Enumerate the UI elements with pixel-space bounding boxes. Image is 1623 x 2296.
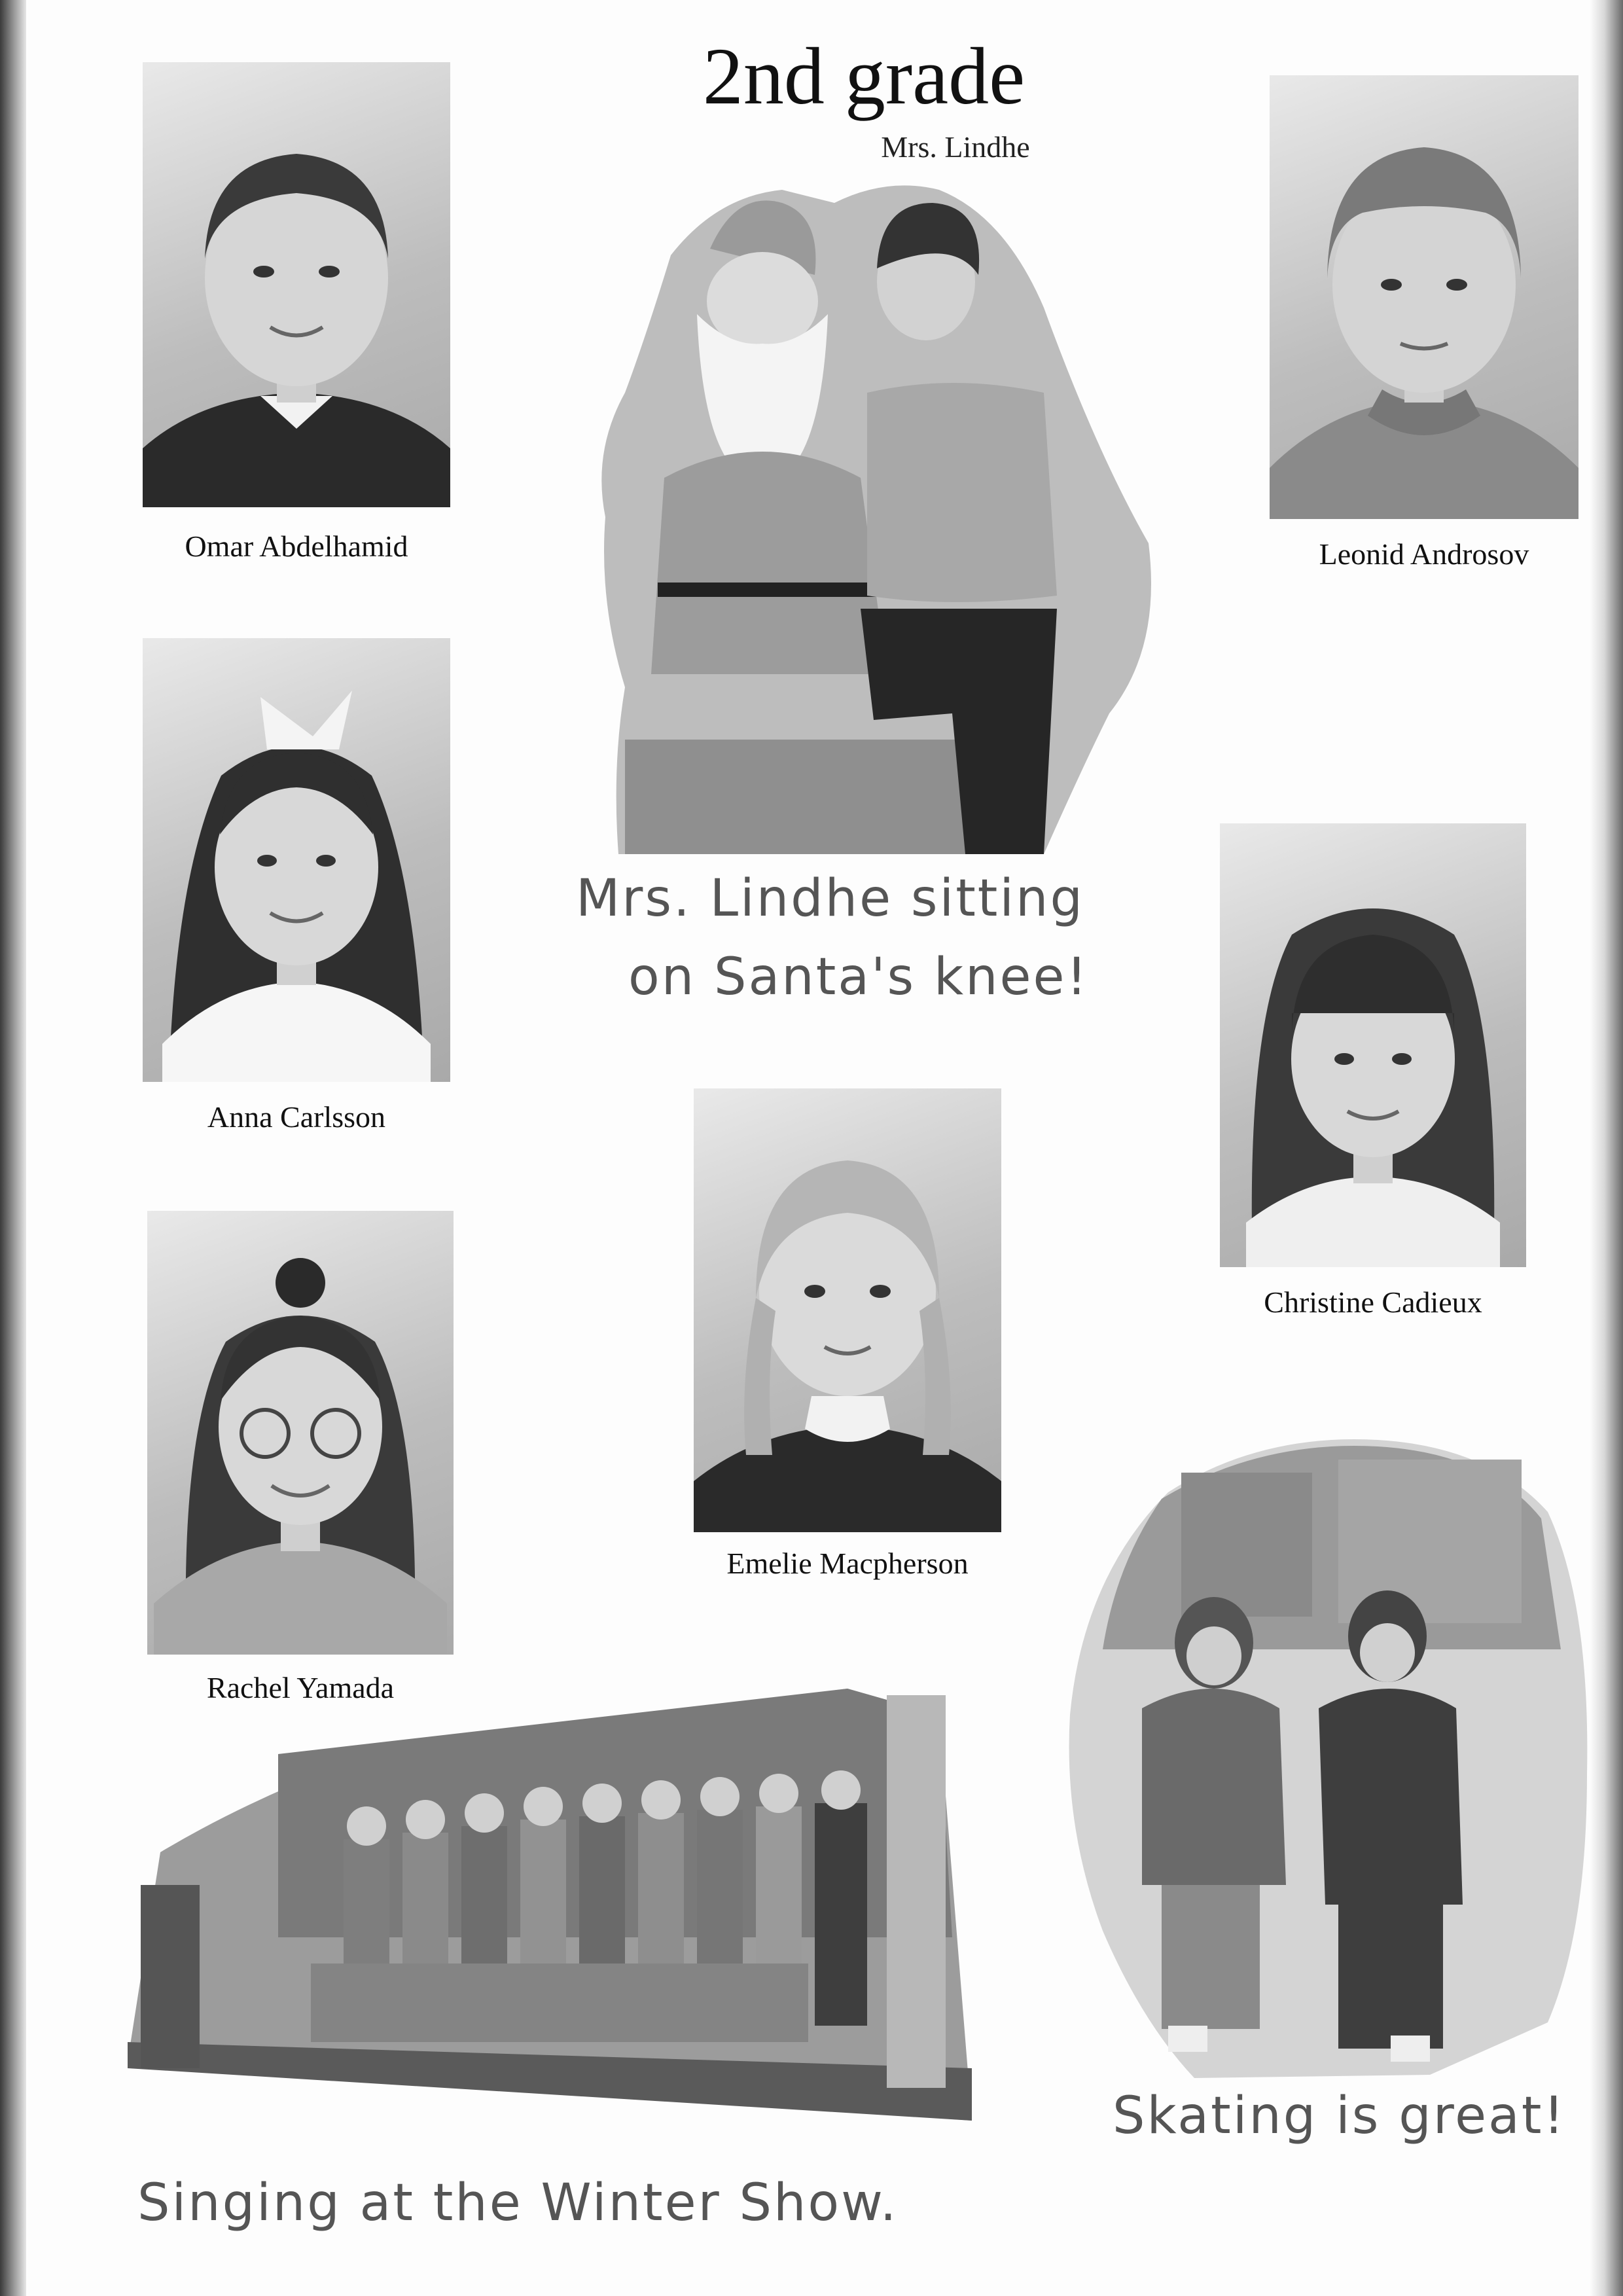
student-name-caption: Rachel Yamada xyxy=(206,1671,395,1704)
student-name-caption: Omar Abdelhamid xyxy=(185,529,408,563)
photo-skating xyxy=(1063,1433,1590,2078)
photo-santa-and-teacher xyxy=(586,177,1158,854)
page-binding-left xyxy=(0,0,26,2296)
teacher-name: Mrs. Lindhe xyxy=(881,130,1030,164)
student-name-caption: Emelie Macpherson xyxy=(726,1547,969,1580)
portrait-omar xyxy=(143,62,450,507)
portrait-christine xyxy=(1220,823,1526,1267)
portrait-rachel xyxy=(147,1211,454,1655)
handwritten-caption-santa-line2: on Santa's knee! xyxy=(628,948,1089,1007)
handwritten-caption-santa-line1: Mrs. Lindhe sitting xyxy=(576,869,1084,928)
page-binding-right xyxy=(1589,0,1623,2296)
student-name-caption: Christine Cadieux xyxy=(1264,1285,1482,1319)
portrait-leonid xyxy=(1270,75,1578,519)
portrait-anna xyxy=(143,638,450,1082)
student-name-caption: Leonid Androsov xyxy=(1319,537,1529,571)
portrait-emelie xyxy=(694,1088,1001,1532)
student-name-caption: Anna Carlsson xyxy=(207,1100,386,1134)
handwritten-caption-winter-show: Singing at the Winter Show. xyxy=(137,2174,899,2233)
photo-winter-show xyxy=(128,1676,972,2121)
page-title: 2nd grade xyxy=(702,31,1026,121)
handwritten-caption-skating: Skating is great! xyxy=(1113,2087,1566,2145)
